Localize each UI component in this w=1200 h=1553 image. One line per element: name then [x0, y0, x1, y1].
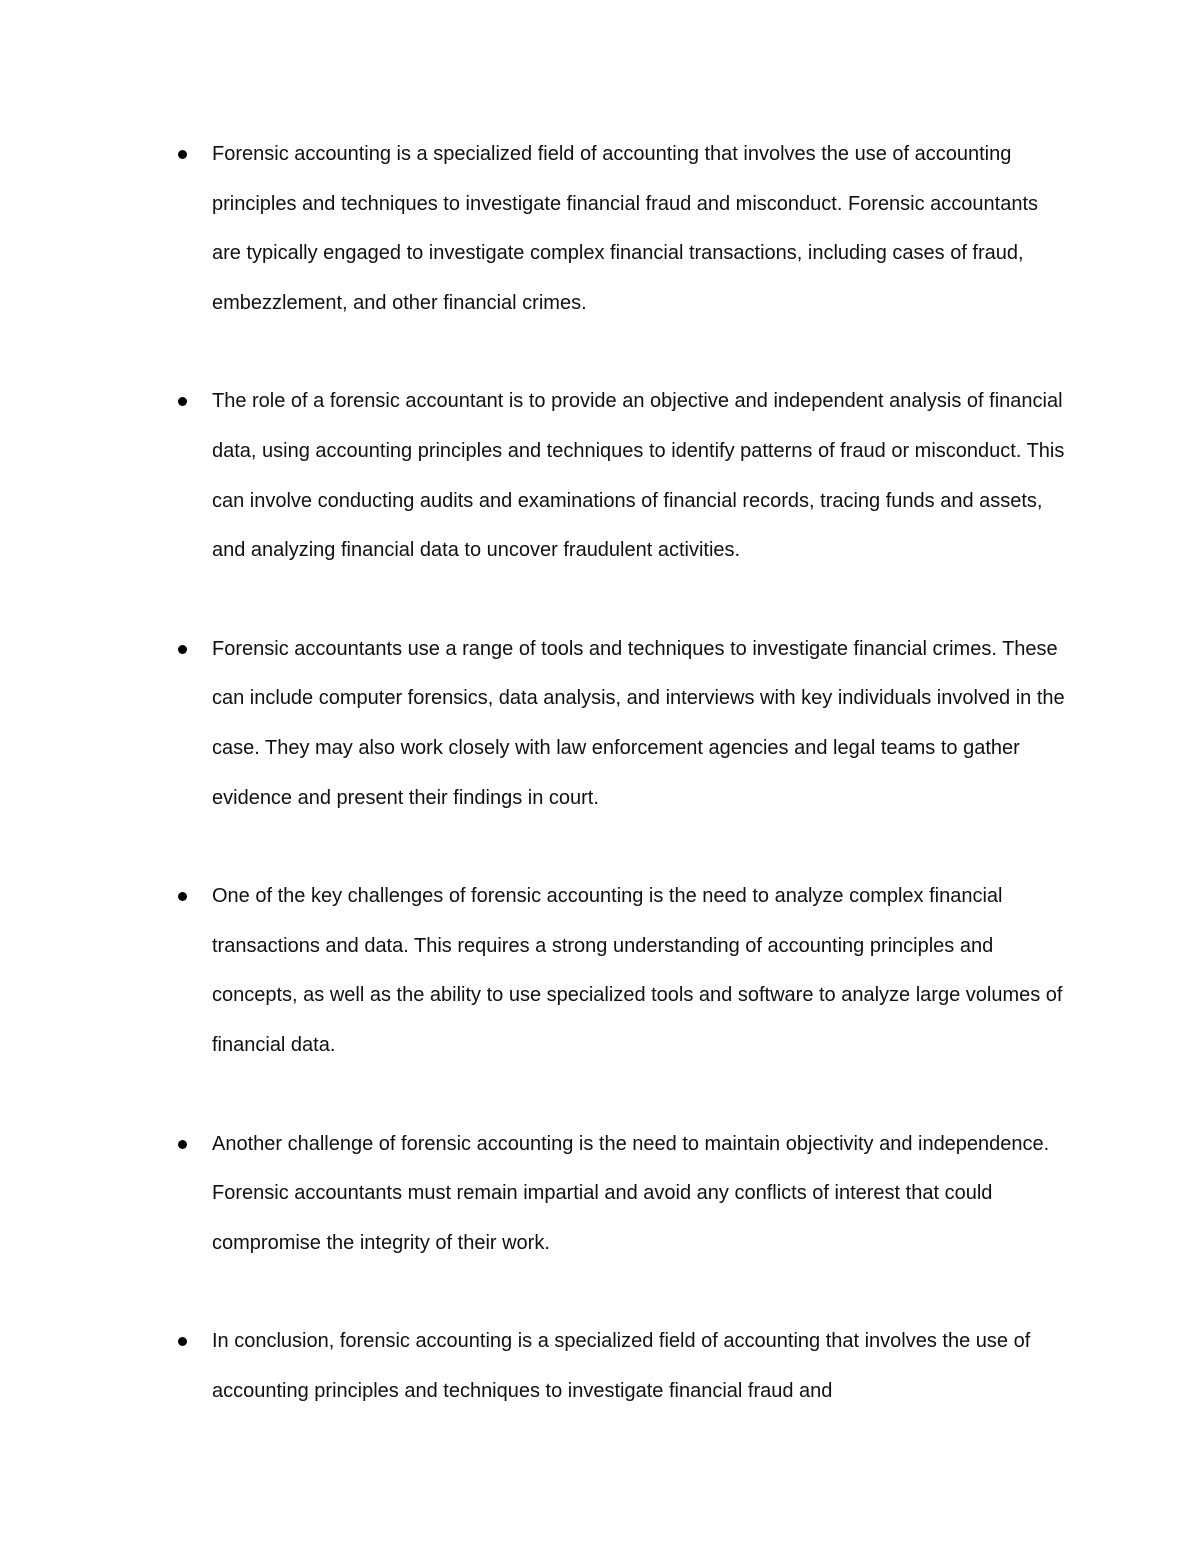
list-item	[0, 872, 1072, 1070]
bullet-icon	[178, 397, 187, 406]
bullet-text: Another challenge of forensic accounting is the need to maintain objectivity and independence. Forensic accountants must remain impartial and avoid any conflicts of interest that could compromise the integrity of their work.	[212, 1132, 1050, 1254]
bullet-icon	[178, 645, 187, 654]
list-item	[0, 377, 1072, 575]
bullet-text: Forensic accountants use a range of tools and techniques to investigate financial crimes. These can include computer forensics, data analysis, and interviews with key individuals involved in the case. They may also work closely with law enforcement agencies and legal teams to gather evidence and present their findings in court.	[212, 637, 1065, 809]
bullet-icon	[178, 1337, 187, 1346]
bullet-text: Forensic accounting is a specialized field of accounting that involves the use of accounting principles and techniques to investigate financial fraud and misconduct. Forensic accountants are typically engaged to investigate complex financial transactions, including cases of fraud, embezzlement, and other financial crimes.	[212, 143, 1039, 314]
list-item	[0, 1120, 1072, 1269]
list-item	[0, 625, 1072, 823]
bullet-text: One of the key challenges of forensic accounting is the need to analyze complex financial transactions and data. This requires a strong understanding of accounting principles and concepts, as well as the ability to use specialized tools and software to analyze large volumes of financial data.	[212, 885, 1063, 1056]
bullet-icon	[178, 1140, 187, 1149]
list-item	[0, 130, 1072, 328]
bullet-text: In conclusion, forensic accounting is a specialized field of accounting that involves the use of accounting principles and techniques to investigate financial fraud and	[212, 1330, 1031, 1402]
bullet-text: The role of a forensic accountant is to provide an objective and independent analysis of financial data, using accounting principles and techniques to identify patterns of fraud or misconduct. This can involve conducting audits and examinations of financial records, tracing funds and assets, and analyzing financial data to uncover fraudulent activities.	[212, 390, 1065, 562]
list-item	[0, 1317, 1072, 1416]
bullet-icon	[178, 150, 187, 159]
bullet-icon	[178, 892, 187, 901]
bullet-list	[0, 130, 1200, 1465]
